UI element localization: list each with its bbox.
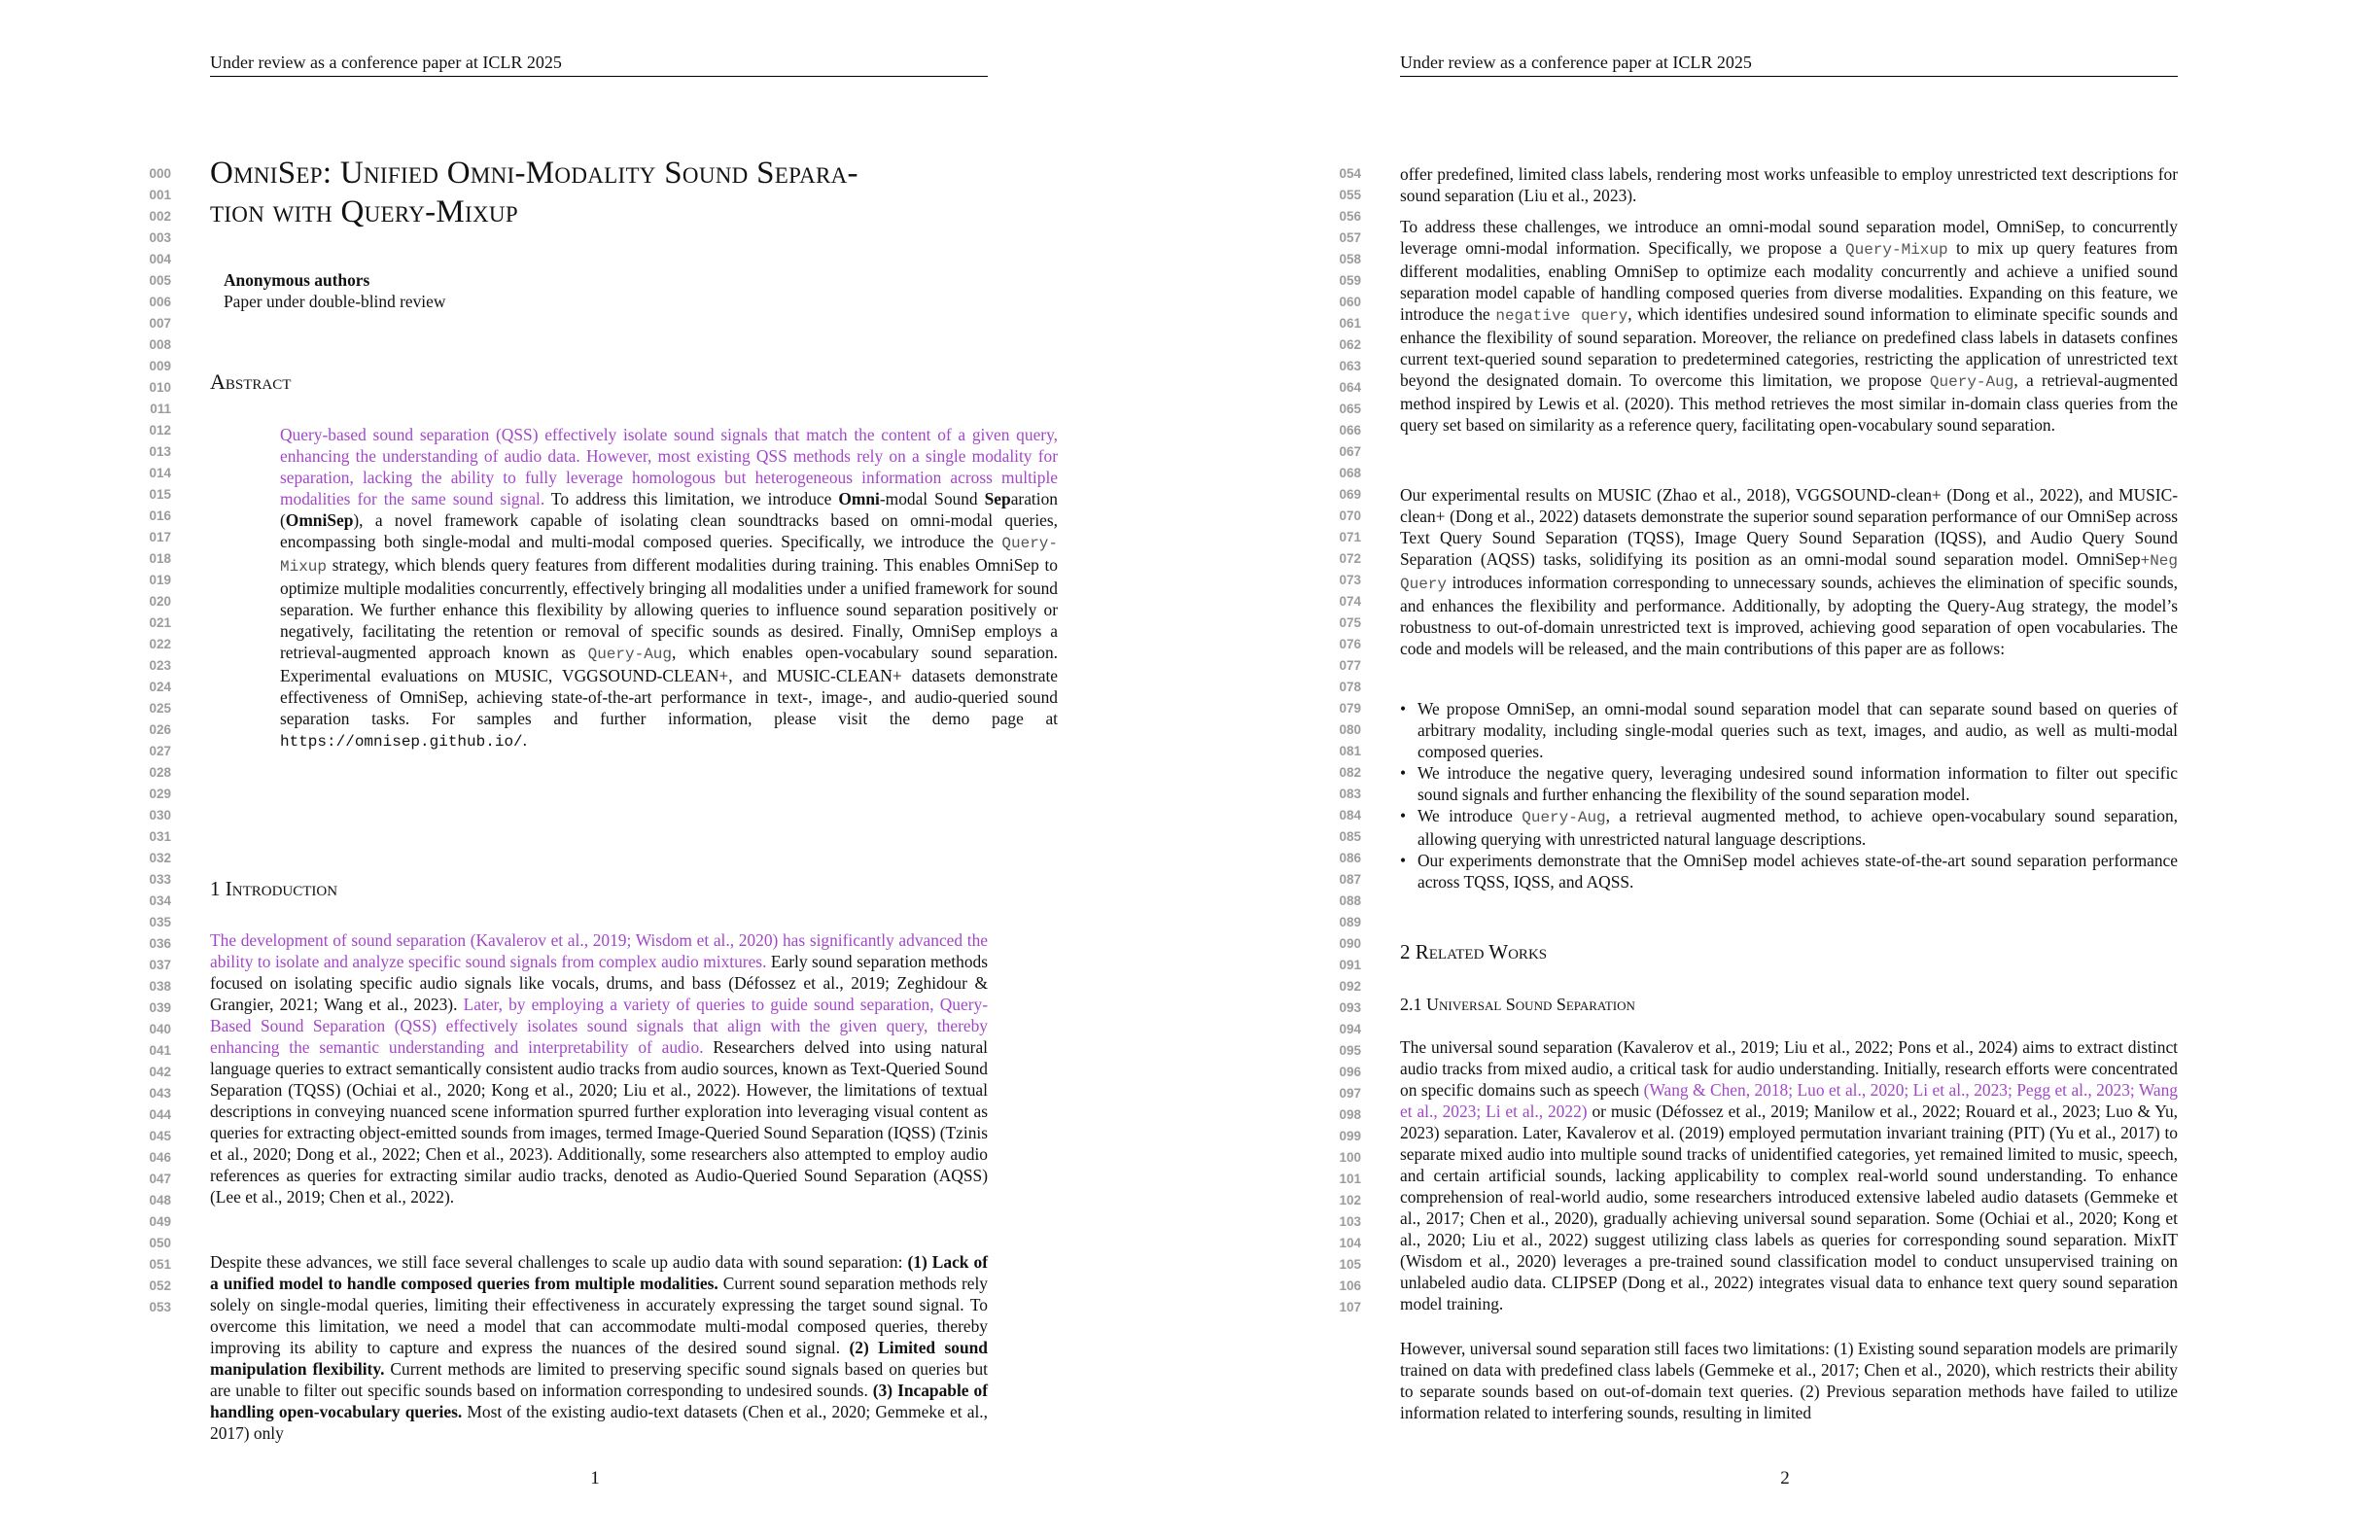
line-number: 091	[1339, 958, 1361, 972]
abstract	[210, 424, 1128, 752]
line-number: 012	[149, 423, 171, 438]
line-number: 036	[149, 936, 171, 951]
running-header: Under review as a conference paper at ICLR 2025	[210, 52, 988, 77]
line-number: 029	[149, 787, 171, 801]
line-number: 087	[1339, 872, 1361, 887]
line-number: 107	[1339, 1300, 1361, 1314]
line-number: 104	[1339, 1236, 1361, 1250]
subsection-heading-universal: 2.1 Universal Sound Separation	[1400, 995, 1635, 1014]
line-number: 099	[1339, 1129, 1361, 1143]
line-number: 046	[149, 1150, 171, 1165]
line-number: 003	[149, 230, 171, 245]
line-number: 067	[1339, 444, 1361, 459]
line-number: 049	[149, 1214, 171, 1229]
line-number: 072	[1339, 551, 1361, 566]
line-number: 032	[149, 851, 171, 865]
line-number: 065	[1339, 402, 1361, 416]
paragraph-continuation: offer predefined, limited class labels, rendering most works unfeasible to employ unrestricted text descriptions for sound separation (Liu et al., 2023).	[1400, 164, 2178, 205]
line-number: 040	[149, 1022, 171, 1036]
line-number: 051	[149, 1257, 171, 1272]
line-number: 052	[149, 1278, 171, 1293]
line-number: 092	[1339, 979, 1361, 994]
running-header: Under review as a conference paper at ICLR 2025	[1400, 52, 2178, 77]
line-number: 089	[1339, 915, 1361, 929]
page-2	[1190, 0, 2380, 1540]
line-number: 013	[149, 444, 171, 459]
author-block	[210, 269, 1001, 312]
line-number: 095	[1339, 1043, 1361, 1058]
line-number: 058	[1339, 252, 1361, 266]
code-query-mixup: Query-Mixup	[280, 535, 1058, 576]
line-number: 018	[149, 551, 171, 566]
line-number: 098	[1339, 1107, 1361, 1122]
line-number: 033	[149, 872, 171, 887]
related-paragraph-2: However, universal sound separation still faces two limitations: (1) Existing sound separation models are primarily trained on data with predefined class labels (Gemmeke et al., 2017; Chen et al., 2020), which restricts their ability to separate sounds based on out-of-domain text queries. (2) Previous separation methods have failed to utilize information related to interfering sounds, resulting in limited	[1400, 1339, 2178, 1422]
paper-title	[210, 154, 988, 231]
line-number: 020	[149, 594, 171, 609]
line-number: 054	[1339, 166, 1361, 181]
line-number: 076	[1339, 637, 1361, 651]
line-number: 030	[149, 808, 171, 822]
line-number: 073	[1339, 573, 1361, 587]
line-number: 010	[149, 380, 171, 395]
line-number: 105	[1339, 1257, 1361, 1272]
line-number: 022	[149, 637, 171, 651]
list-item: • We introduce Query-Aug, a retrieval augmented method, to achieve open-vocabulary sound separation, allowing querying with unrestricted natural language descriptions.	[1418, 805, 2178, 850]
line-number: 001	[149, 188, 171, 202]
line-number: 011	[150, 402, 171, 416]
title-line-1: OmniSep: Unified Omni-Modality Sound Separa-	[210, 156, 858, 191]
author-name: Anonymous authors	[224, 270, 370, 290]
abstract-heading-block	[210, 371, 988, 393]
line-number: 069	[1339, 487, 1361, 502]
line-number: 077	[1339, 658, 1361, 673]
line-number: 083	[1339, 787, 1361, 801]
line-number: 101	[1339, 1172, 1361, 1186]
section-heading-related-works: 2 Related Works	[1400, 940, 1548, 963]
line-number: 005	[149, 273, 171, 288]
line-number: 074	[1339, 594, 1361, 609]
line-number: 094	[1339, 1022, 1361, 1036]
line-number: 009	[149, 359, 171, 373]
line-number: 053	[149, 1300, 171, 1314]
line-number: 014	[149, 466, 171, 480]
line-number: 055	[1339, 188, 1361, 202]
line-number: 024	[149, 680, 171, 694]
line-number: 063	[1339, 359, 1361, 373]
line-number: 008	[149, 337, 171, 352]
line-number: 103	[1339, 1214, 1361, 1229]
line-number: 064	[1339, 380, 1361, 395]
line-number: 034	[149, 893, 171, 908]
related-heading-block	[1400, 941, 2178, 962]
title-line-2: tion with Query-Mixup	[210, 194, 518, 229]
line-number: 023	[149, 658, 171, 673]
intro-paragraph-2: Despite these advances, we still face several challenges to scale up audio data with sound separation: (1) Lack of a unified model to handle composed queries from multiple modalities. Current sound separation methods rely solely on single-modal queries, limiting their effectiveness in accurately expressing the target sound signal. To overcome this limitation, we need a model that can accommodate multi-modal composed queries, thereby improving its ability to capture and express the nuances of the desired sound signal. (2) Limited sound manipulation flexibility. Current methods are limited to preserving specific sound signals based on queries but are unable to filter out specific sounds based on information corresponding to undesired sounds. (3) Incapable of handling open-vocabulary queries. Most of the existing audio-text datasets (Chen et al., 2020; Gemmeke et al., 2017) only	[210, 1252, 988, 1443]
intro-heading-block	[210, 878, 988, 899]
line-number: 079	[1339, 701, 1361, 716]
line-number: 019	[149, 573, 171, 587]
line-number: 039	[149, 1000, 171, 1015]
line-number: 102	[1339, 1193, 1361, 1208]
review-note: Paper under double-blind review	[224, 292, 446, 311]
line-number: 047	[149, 1172, 171, 1186]
line-number: 080	[1339, 722, 1361, 737]
page-number: 2	[1780, 1468, 1790, 1488]
line-number: 007	[149, 316, 171, 331]
line-number: 059	[1339, 273, 1361, 288]
line-number: 085	[1339, 829, 1361, 844]
line-number: 057	[1339, 230, 1361, 245]
line-number: 071	[1339, 530, 1361, 544]
line-number: 068	[1339, 466, 1361, 480]
line-number: 100	[1339, 1150, 1361, 1165]
line-number: 056	[1339, 209, 1361, 224]
section-heading-introduction: 1 Introduction	[210, 877, 338, 900]
line-number: 037	[149, 958, 171, 972]
paragraph-contributions-intro: To address these challenges, we introduce an omni-modal sound separation model, OmniSep, to concurrently leverage omni-modal information. Specifically, we propose a Query-Mixup to mix up query features from different modalities, enabling OmniSep to optimize each modality concurrently and achieve a unified sound separation model capable of handling composed queries from diverse modalities. Expanding on this feature, we introduce the negative query, which identifies undesired sound information to eliminate specific sounds and enhance the flexibility of sound separation. Moreover, the reliance on predefined class labels in datasets confines current text-queried sound separation to predetermined categories, restricting the application of unrestricted text beyond the designated domain. To overcome this limitation, we propose Query-Aug, a retrieval-augmented method inspired by Lewis et al. (2020). This method retrieves the most similar in-domain class queries from the query set based on similarity as a reference query, facilitating open-vocabulary sound separation.	[1400, 217, 2178, 435]
line-number: 044	[149, 1107, 171, 1122]
list-item: • We introduce the negative query, leveraging undesired sound information information to filter out specific sound signals and further enhancing the flexibility of the sound separation model.	[1418, 762, 2178, 805]
line-number: 017	[149, 530, 171, 544]
line-number: 060	[1339, 295, 1361, 309]
line-number: 041	[149, 1043, 171, 1058]
line-number: 086	[1339, 851, 1361, 865]
contributions-list	[1400, 698, 2178, 892]
line-number: 088	[1339, 893, 1361, 908]
related-paragraph-1: The universal sound separation (Kavalerov et al., 2019; Liu et al., 2022; Pons et al., 2024) aims to extract distinct audio tracks from mixed audio, a critical task for audio understanding. Initially, research efforts were concentrated on specific domains such as speech (Wang & Chen, 2018; Luo et al., 2020; Li et al., 2023; Pegg et al., 2023; Wang et al., 2023; Li et al., 2022) or music (Défossez et al., 2019; Manilow et al., 2022; Rouard et al., 2023; Luo & Yu, 2023) separation. Later, Kavalerov et al. (2019) employed permutation invariant training (PIT) (Yu et al., 2017) to separate mixed audio into multiple sound tracks of unidentified categories, yet remained limited to music, speech, and certain artificial sounds, lacking applicability to complex real-world sound understanding. To enhance comprehension of real-world audio, some researchers introduced extensive labeled audio datasets (Gemmeke et al., 2017; Chen et al., 2020), gradually achieving universal sound separation. Some (Ochiai et al., 2020; Kong et al., 2020; Liu et al., 2022) suggest utilizing class labels as queries for corresponding sound separation. MixIT (Wisdom et al., 2020) leverages a pre-trained sound classification model to conduct unsupervised training on unlabeled audio data. CLIPSEP (Dong et al., 2022) integrates visual data to enhance text query sound separation model training.	[1400, 1037, 2178, 1313]
line-number: 006	[149, 295, 171, 309]
line-number: 078	[1339, 680, 1361, 694]
line-number: 062	[1339, 337, 1361, 352]
line-number: 004	[149, 252, 171, 266]
line-number: 061	[1339, 316, 1361, 331]
abstract-heading: Abstract	[210, 369, 292, 394]
intro-paragraph-1: The development of sound separation (Kavalerov et al., 2019; Wisdom et al., 2020) has significantly advanced the ability to isolate and analyze specific sound signals from complex audio mixtures. Early sound separation methods focused on isolating specific audio signals like vocals, drums, and bass (Défossez et al., 2019; Zeghidour & Grangier, 2021; Wang et al., 2023). Later, by employing a variety of queries to guide sound separation, Query-Based Sound Separation (QSS) effectively isolates sound signals that align with the given query, thereby enhancing the semantic understanding and interpretability of audio. Researchers delved into using natural language queries to extract semantically consistent audio tracks from audio sources, known as Text-Queried Sound Separation (TQSS) (Ochiai et al., 2020; Kong et al., 2020; Liu et al., 2022). However, the limitations of textual descriptions in conveying nuanced scene information spurred further exploration into leveraging visual content as queries for extracting object-emitted sounds from images, termed Image-Queried Sound Separation (IQSS) (Tzinis et al., 2020; Dong et al., 2022; Chen et al., 2023). Additionally, some researchers also attempted to employ audio references as queries for extracting similar audio tracks, denoted as Audio-Queried Sound Separation (AQSS) (Lee et al., 2019; Chen et al., 2022).	[210, 930, 988, 1207]
abstract-text: Query-based sound separation (QSS) effectively isolate sound signals that match the content of a given query, enhancing the understanding of audio data. However, most existing QSS methods rely on a single modality for separation, lacking the ability to fully leverage homologous but heterogeneous information across multiple modalities for the same sound signal. To address this limitation, we introduce Omni-modal Sound Separation (OmniSep), a novel framework capable of isolating clean soundtracks based on omni-modal queries, encompassing both single-modal and multi-modal composed queries. Specifically, we introduce the Query-Mixup strategy, which blends query features from different modalities during training. This enables OmniSep to optimize multiple modalities concurrently, effectively bringing all modalities under a unified framework for sound separation. We further enhance this flexibility by allowing queries to influence sound separation positively or negatively, facilitating the retention or removal of specific sounds as desired. Finally, OmniSep employs a retrieval-augmented approach known as Query-Aug, which enables open-vocabulary sound separation. Experimental evaluations on MUSIC, VGGSOUND-CLEAN+, and MUSIC-CLEAN+ datasets demonstrate effectiveness of OmniSep, achieving state-of-the-art performance in text-, image-, and audio-queried sound separation tasks. For samples and further information, please visit the demo page at https://omnisep.github.io/.	[280, 425, 1058, 751]
line-number: 048	[149, 1193, 171, 1208]
line-number: 021	[149, 615, 171, 630]
line-number: 026	[149, 722, 171, 737]
line-number: 097	[1339, 1086, 1361, 1101]
line-number: 081	[1339, 744, 1361, 758]
line-number: 082	[1339, 765, 1361, 780]
line-number: 031	[149, 829, 171, 844]
line-number: 084	[1339, 808, 1361, 822]
line-number: 025	[149, 701, 171, 716]
line-number: 038	[149, 979, 171, 994]
line-number: 035	[149, 915, 171, 929]
code-query-aug: Query-Aug	[587, 646, 673, 663]
line-number: 000	[149, 166, 171, 181]
line-number: 106	[1339, 1278, 1361, 1293]
abstract-highlight: Query-based sound separation (QSS) effectively isolate sound signals that match the content of a given query, enhancing the understanding of audio data. However, most existing QSS methods rely on a single modality for separation, lacking the ability to fully leverage homologous but heterogeneous information across multiple modalities for the same sound signal.	[280, 425, 1058, 508]
line-number: 093	[1339, 1000, 1361, 1015]
line-number: 096	[1339, 1065, 1361, 1079]
paragraph-experiments: Our experimental results on MUSIC (Zhao et al., 2018), VGGSOUND-clean+ (Dong et al., 2022), and MUSIC-clean+ (Dong et al., 2022) datasets demonstrate the superior sound separation performance of our OmniSep across Text Query Sound Separation (TQSS), Image Query Sound Separation (IQSS), and Audio Query Sound Separation (AQSS) tasks, solidifying its position as an omni-modal sound separation model. OmniSep+Neg Query introduces information corresponding to unnecessary sounds, achieves the elimination of specific sounds, and enhances the flexibility and performance. Additionally, by adopting the Query-Aug strategy, the model’s robustness to out-of-domain unrestricted text is improved, achieving good separation of open vocabularies. The code and models will be released, and the main contributions of this paper are as follows:	[1400, 485, 2178, 658]
line-number: 066	[1339, 423, 1361, 438]
line-number: 075	[1339, 615, 1361, 630]
demo-link[interactable]: https://omnisep.github.io/	[280, 733, 523, 751]
line-number: 016	[149, 508, 171, 523]
line-number: 015	[149, 487, 171, 502]
line-number: 050	[149, 1236, 171, 1250]
list-item: • We propose OmniSep, an omni-modal sound separation model that can separate sound based on queries of arbitrary modality, including single-modal queries such as text, images, and audio, as well as multi-modal composed queries.	[1418, 698, 2178, 762]
list-item: • Our experiments demonstrate that the OmniSep model achieves state-of-the-art sound separation performance across TQSS, IQSS, and AQSS.	[1418, 850, 2178, 892]
line-number: 042	[149, 1065, 171, 1079]
line-number: 028	[149, 765, 171, 780]
line-number: 027	[149, 744, 171, 758]
line-number: 043	[149, 1086, 171, 1101]
line-number: 045	[149, 1129, 171, 1143]
line-number: 090	[1339, 936, 1361, 951]
page-number: 1	[590, 1468, 600, 1488]
line-number: 002	[149, 209, 171, 224]
subsection-heading-block	[1400, 994, 2178, 1015]
line-number: 070	[1339, 508, 1361, 523]
